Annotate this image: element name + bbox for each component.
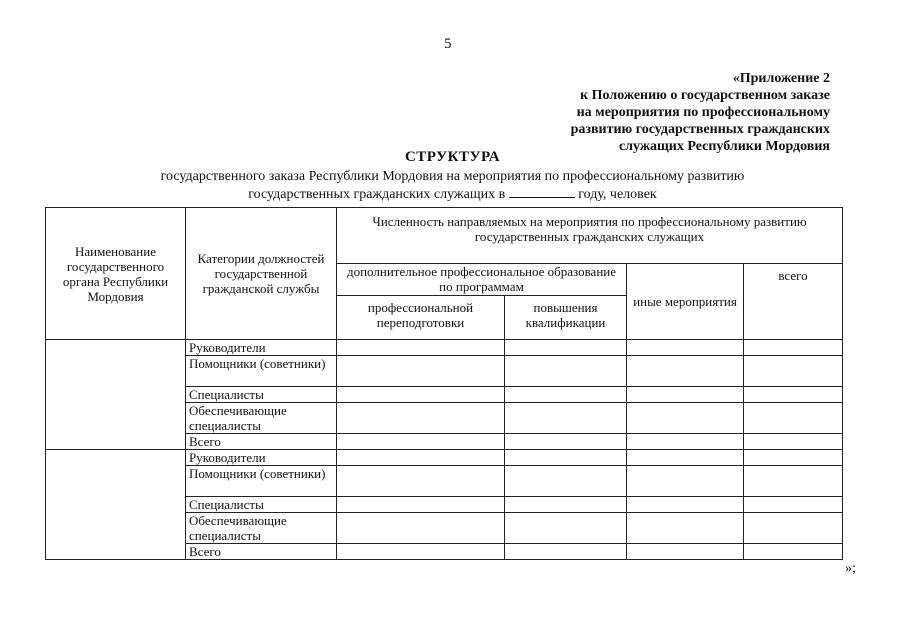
appendix-line: «Приложение 2 bbox=[732, 71, 830, 86]
category-cell: Специалисты bbox=[186, 497, 337, 513]
subtitle-line-2-start: государственных гражданских служащих в bbox=[248, 187, 506, 202]
data-cell bbox=[744, 466, 843, 497]
data-cell bbox=[627, 403, 744, 434]
data-cell bbox=[627, 434, 744, 450]
document-subtitle bbox=[0, 168, 905, 203]
data-cell bbox=[505, 513, 627, 544]
data-cell bbox=[337, 340, 505, 356]
header-qualification: повышения квалификации bbox=[505, 296, 627, 340]
data-cell bbox=[337, 403, 505, 434]
data-cell bbox=[505, 450, 627, 466]
data-cell bbox=[627, 356, 744, 387]
data-cell bbox=[627, 387, 744, 403]
category-cell: Помощники (советники) bbox=[186, 356, 337, 387]
document-title: СТРУКТУРА bbox=[404, 149, 501, 165]
data-cell bbox=[627, 513, 744, 544]
appendix-line: на мероприятия по профессиональному bbox=[576, 105, 830, 120]
data-cell bbox=[337, 513, 505, 544]
data-cell bbox=[337, 434, 505, 450]
subtitle-line-1: государственного заказа Республики Мордовия на мероприятия по профессиональному развитию bbox=[160, 169, 745, 184]
category-cell: Всего bbox=[186, 434, 337, 450]
data-cell bbox=[744, 356, 843, 387]
header-dpo-group: дополнительное профессиональное образование по программам bbox=[337, 264, 627, 296]
data-cell bbox=[505, 403, 627, 434]
category-cell: Специалисты bbox=[186, 387, 337, 403]
data-cell bbox=[744, 387, 843, 403]
data-cell bbox=[505, 387, 627, 403]
data-cell bbox=[337, 450, 505, 466]
header-other: иные мероприятия bbox=[627, 264, 744, 340]
org-name-cell bbox=[46, 450, 186, 560]
header-retraining: профессиональной переподготовки bbox=[337, 296, 505, 340]
data-cell bbox=[627, 450, 744, 466]
data-cell bbox=[627, 340, 744, 356]
data-cell bbox=[337, 544, 505, 560]
data-cell bbox=[744, 434, 843, 450]
year-blank-field bbox=[509, 185, 575, 198]
header-category: Категории должностей государственной гражданской службы bbox=[186, 208, 337, 340]
data-cell bbox=[505, 356, 627, 387]
header-org: Наименование государственного органа Республики Мордовия bbox=[46, 208, 186, 340]
category-cell: Руководители bbox=[186, 450, 337, 466]
data-cell bbox=[505, 544, 627, 560]
data-cell bbox=[505, 466, 627, 497]
data-cell bbox=[744, 340, 843, 356]
data-cell bbox=[744, 513, 843, 544]
data-cell bbox=[627, 466, 744, 497]
data-cell bbox=[505, 340, 627, 356]
data-cell bbox=[337, 466, 505, 497]
data-cell bbox=[744, 497, 843, 513]
data-cell bbox=[744, 403, 843, 434]
data-cell bbox=[744, 450, 843, 466]
structure-table bbox=[45, 207, 843, 560]
subtitle-line-2-end: году, человек bbox=[578, 187, 657, 202]
appendix-line: служащих Республики Мордовия bbox=[618, 139, 830, 154]
data-cell bbox=[337, 356, 505, 387]
data-cell bbox=[505, 434, 627, 450]
category-cell: Обеспечивающие специалисты bbox=[186, 513, 337, 544]
category-cell: Помощники (советники) bbox=[186, 466, 337, 497]
data-cell bbox=[505, 497, 627, 513]
appendix-header bbox=[510, 70, 830, 155]
table-row bbox=[46, 340, 843, 356]
table-row bbox=[46, 450, 843, 466]
category-cell: Всего bbox=[186, 544, 337, 560]
category-cell: Руководители bbox=[186, 340, 337, 356]
data-cell bbox=[627, 497, 744, 513]
data-cell bbox=[337, 387, 505, 403]
subtitle-line-2 bbox=[0, 185, 905, 203]
header-count-group: Численность направляемых на мероприятия по профессиональному развитию государственных гражданских служащих bbox=[337, 208, 843, 264]
category-cell: Обеспечивающие специалисты bbox=[186, 403, 337, 434]
appendix-line: развитию государственных гражданских bbox=[570, 122, 830, 137]
data-cell bbox=[627, 544, 744, 560]
closing-quote: »; bbox=[845, 561, 856, 576]
appendix-line: к Положению о государственном заказе bbox=[580, 88, 830, 103]
header-total: всего bbox=[744, 264, 843, 340]
data-cell bbox=[744, 544, 843, 560]
data-cell bbox=[337, 497, 505, 513]
org-name-cell bbox=[46, 340, 186, 450]
page-number: 5 bbox=[444, 36, 452, 52]
